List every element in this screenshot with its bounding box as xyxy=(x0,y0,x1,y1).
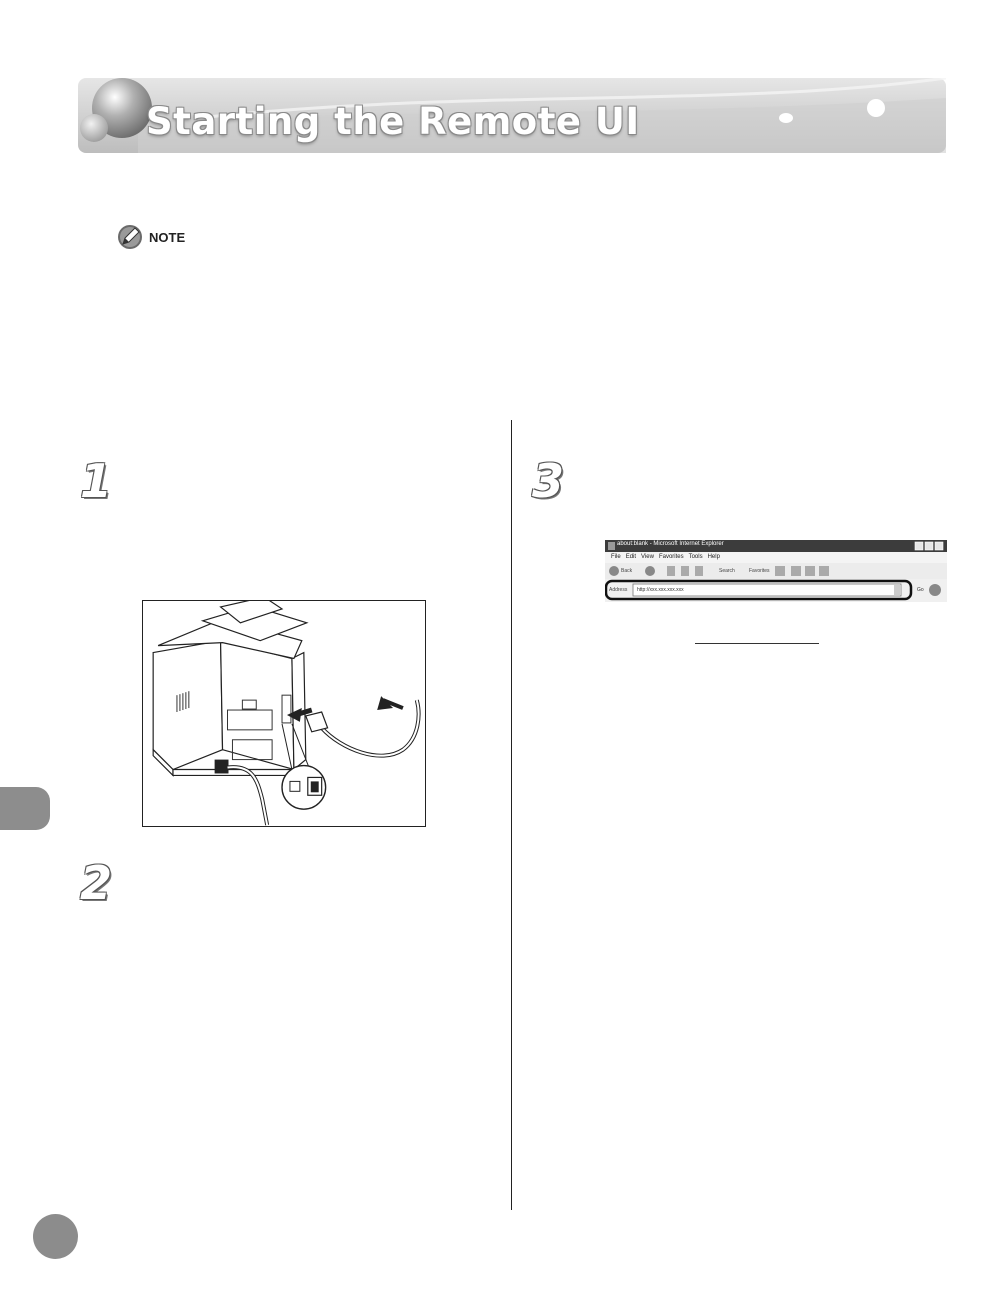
menu-tools[interactable]: Tools xyxy=(688,554,703,560)
pencil-icon xyxy=(117,224,145,250)
browser-menu-bar xyxy=(611,554,720,560)
browser-screenshot xyxy=(605,540,947,602)
menu-view[interactable]: View xyxy=(641,554,654,560)
page-number-circle xyxy=(33,1214,78,1259)
page-title: Starting the Remote UI xyxy=(146,100,640,143)
menu-file[interactable]: File xyxy=(611,554,621,560)
go-button[interactable]: Go xyxy=(917,587,924,593)
favorites-button[interactable]: Favorites xyxy=(749,568,770,574)
underline-rule xyxy=(695,643,819,644)
column-divider xyxy=(511,420,512,1210)
back-button[interactable]: Back xyxy=(621,568,633,574)
printer-rear-illustration xyxy=(143,601,425,826)
printer-illustration-frame xyxy=(142,600,426,827)
menu-help[interactable]: Help xyxy=(707,554,720,560)
address-input[interactable]: http://xxx.xxx.xxx.xxx xyxy=(637,587,684,593)
step-number-2: 2 xyxy=(80,856,113,910)
menu-edit[interactable]: Edit xyxy=(625,554,637,560)
step-number-1: 1 xyxy=(80,454,113,508)
step-number-3: 3 xyxy=(532,454,565,508)
search-button[interactable]: Search xyxy=(719,568,735,574)
address-label: Address xyxy=(609,587,628,593)
menu-favorites[interactable]: Favorites xyxy=(658,554,684,560)
note-label: NOTE xyxy=(149,230,186,245)
browser-window-title: about:blank - Microsoft Internet Explorer xyxy=(617,541,724,547)
chapter-tab xyxy=(0,787,50,830)
